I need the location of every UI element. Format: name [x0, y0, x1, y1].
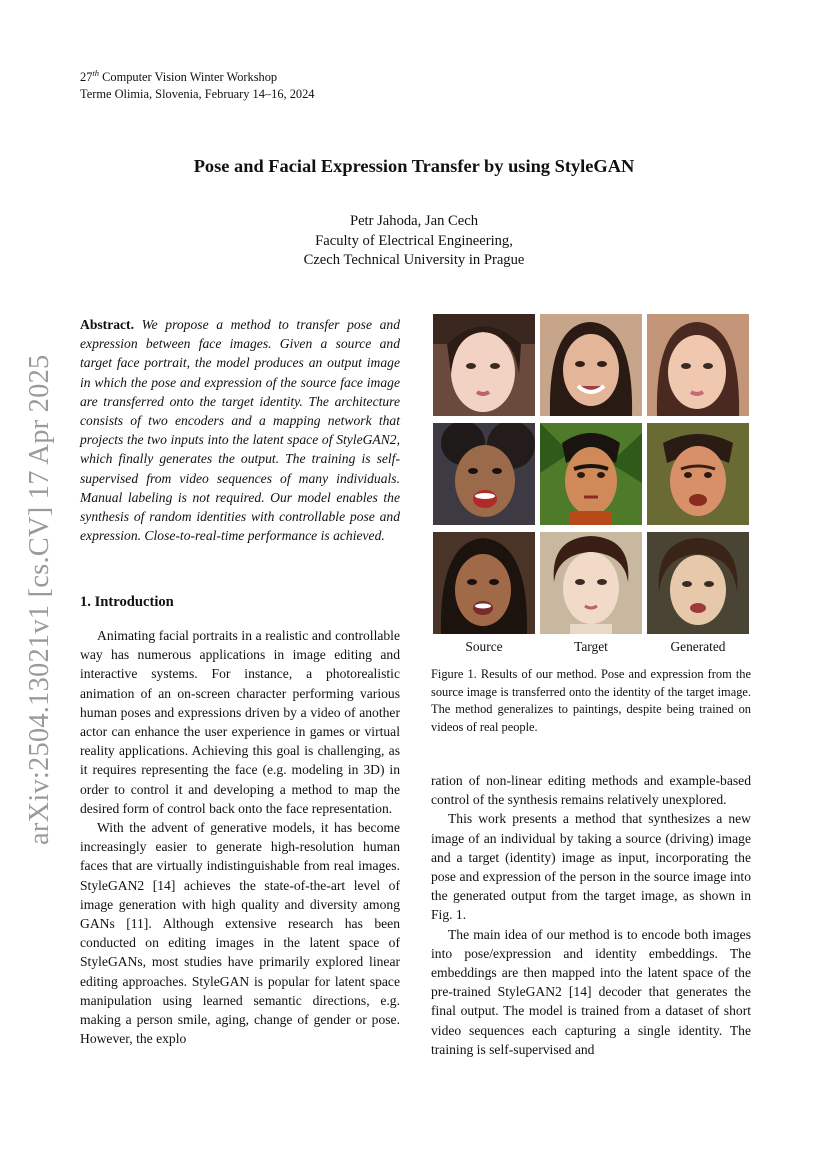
introduction-text	[80, 626, 400, 1048]
column-label-source: Source	[465, 639, 503, 654]
right-paragraph-2: This work presents a method that synthesizes a new image of an individual by taking a source (driving) image and a target (identity) image as input, incorporating the pose and expression of the person in the source image into the generated output from the target image, as shown in Fig. 1.	[431, 811, 751, 923]
workshop-name: Computer Vision Winter Workshop	[99, 70, 278, 85]
right-paragraph-3: The main idea of our method is to encode both images into pose/expression and identity embeddings. The embeddings are then mapped into the latent space of the pre-trained StyleGAN2 [14] decoder that generates the final output. The model is trained from a dataset of short video sequences each capturing a single identity. The training is self-supervised and	[431, 926, 751, 1057]
source-face-image	[433, 423, 535, 525]
intro-paragraph-1: Animating facial portraits in a realistic and controllable way has numerous applications in image editing and interactive systems. For instance, a photorealistic animation of an on-screen character performing various human poses and expressions driven by a video of another actor can enhance the user experience in games or virtual reality applications. Achieving this goal is challenging, as it requires representing the face (e.g. modeling in 3D) in order to control it and developing a method to map the desired form of control back onto the face representation.	[80, 628, 400, 816]
target-painting-image	[540, 532, 642, 634]
source-face-image	[433, 532, 535, 634]
affiliation-line-1: Faculty of Electrical Engineering,	[315, 232, 513, 249]
generated-face-image	[647, 532, 749, 634]
venue-header	[80, 65, 315, 103]
source-face-image	[433, 314, 535, 416]
generated-face-image	[647, 314, 749, 416]
column-label-generated: Generated	[670, 639, 726, 654]
author-block	[0, 212, 828, 271]
abstract-label: Abstract.	[80, 317, 134, 332]
right-paragraph-1: ration of non-linear editing methods and example-based control of the synthesis remains relatively unexplored.	[431, 773, 751, 808]
workshop-line	[80, 65, 315, 86]
target-face-image	[540, 314, 642, 416]
figure-1-caption: Figure 1. Results of our method. Pose and expression from the source image is transferred onto the identity of the target image. The method generalizes to paintings, despite being trained on videos of real people.	[431, 667, 751, 734]
column-label-target: Target	[574, 639, 608, 654]
author-names: Petr Jahoda, Jan Cech	[349, 213, 479, 229]
workshop-ordinal: 27	[80, 70, 93, 85]
ordinal-suffix: th	[92, 68, 100, 78]
section-heading-introduction: 1. Introduction	[80, 594, 174, 610]
target-painting-image	[540, 423, 642, 525]
abstract-text: We propose a method to transfer pose and expression between face images. Given a source and target face portrait, the model produces an output image in which the pose and expression of the source face image are transferred onto the target identity. The architecture consists of two encoders and a mapping network that projects the two inputs into the latent space of StyleGAN2, which finally generates the output. The training is self-supervised from video sequences of many individuals. Manual labeling is not required. Our model enables the synthesis of random identities with controllable pose and expression. Close-to-real-time performance is achieved.	[80, 317, 400, 544]
abstract	[80, 315, 400, 545]
arxiv-identifier: arXiv:2504.13021v1 [cs.CV] 17 Apr 2025	[24, 354, 55, 845]
affiliation-line-2: Czech Technical University in Prague	[303, 252, 525, 268]
location-date: Terme Olimia, Slovenia, February 14–16, 2024	[80, 87, 315, 102]
right-column-text	[431, 771, 751, 1059]
intro-paragraph-2: With the advent of generative models, it has become increasingly easier to generate high-resolution human faces that are virtually indistinguishable from real images. StyleGAN2 [14] achieves the state-of-the-art level of image generation with high quality and diversity among GANs [11]. Although extensive research has been conducted on editing images in the latent space of StyleGANs, most studies have primarily explored linear editing approaches. StyleGAN is popular for latent space manipulation using learned semantic directions, e.g. making a person smile, aging, change of gender or pose. However, the explo	[80, 820, 400, 1047]
generated-face-image	[647, 423, 749, 525]
paper-title: Pose and Facial Expression Transfer by using StyleGAN	[193, 156, 635, 176]
